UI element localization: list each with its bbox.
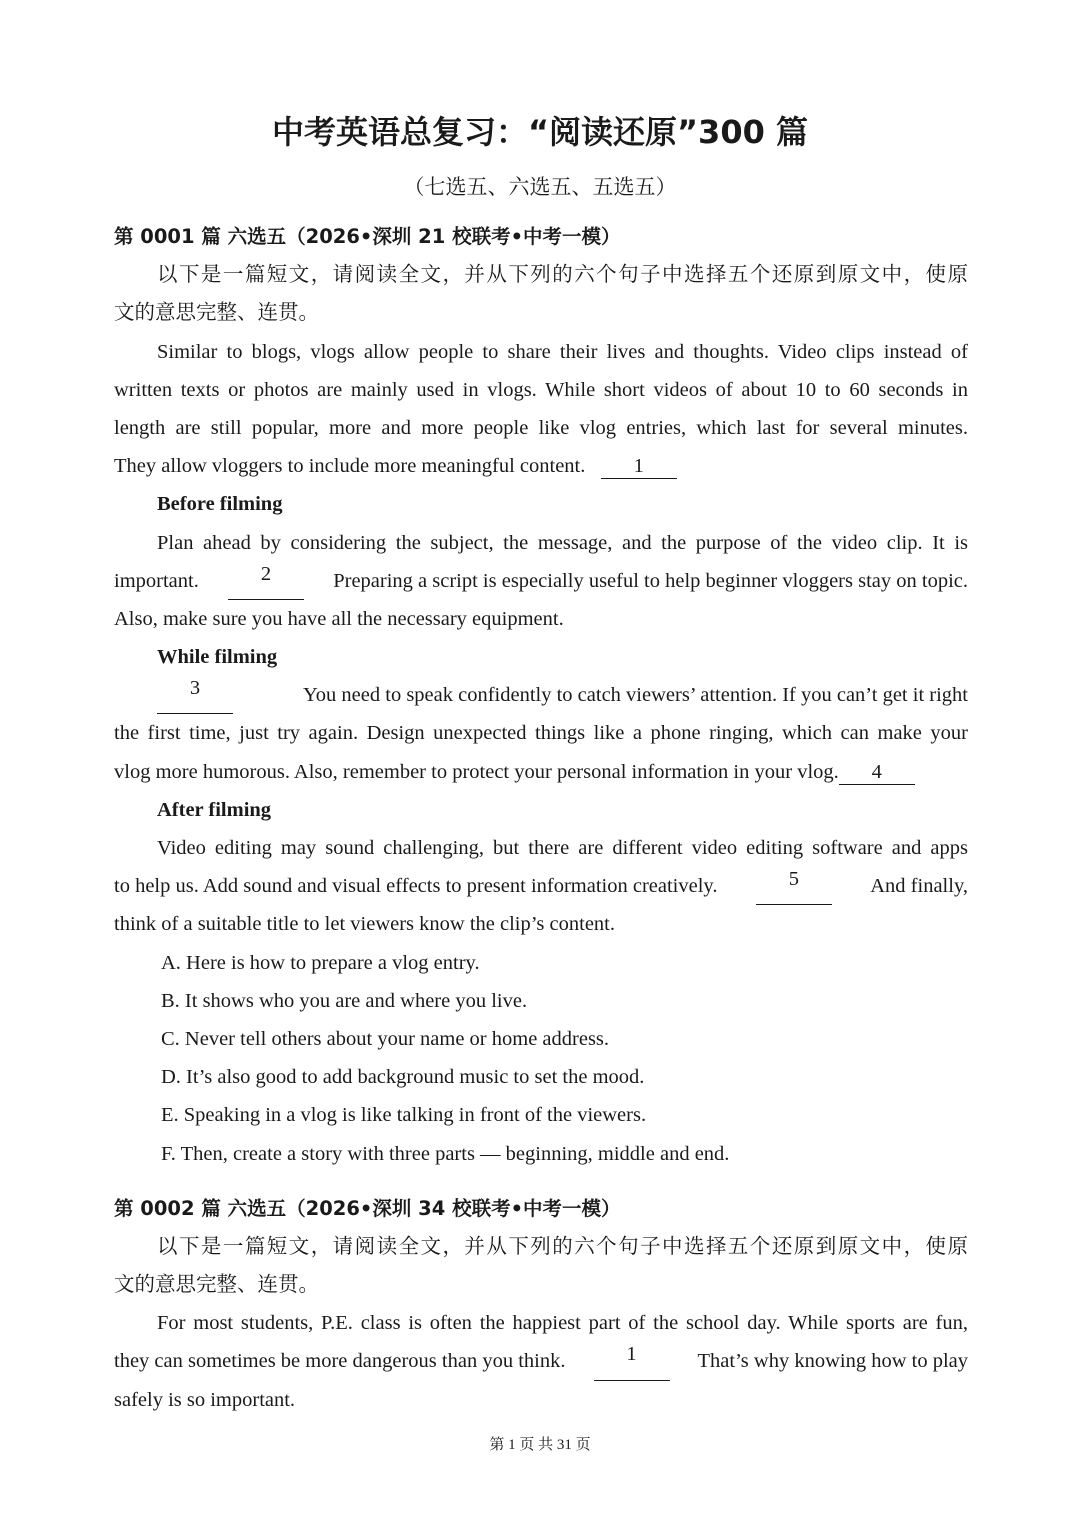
- passage-2-instruction-line-1: 以下是一篇短文，请阅读全文，并从下列的六个句子中选择五个还原到原文中，使原: [157, 1235, 968, 1258]
- passage-1-p3-line-3-text: vlog more humorous. Also, remember to protect your personal information in your vlog.: [114, 760, 839, 783]
- passage-2-instruction-line-2: 文的意思完整、连贯。: [114, 1274, 319, 1297]
- passage-1-p3-line-1-post: You need to speak confidently to catch viewers’ attention. If you can’t get it right: [303, 684, 968, 707]
- document-subtitle: （七选五、六选五、五选五）: [403, 175, 677, 199]
- answer-blank-2: 2: [228, 562, 304, 600]
- option-b: B. It shows who you are and where you live.: [161, 989, 528, 1012]
- option-e: E. Speaking in a vlog is like talking in front of the viewers.: [161, 1104, 647, 1127]
- page-footer: 第 1 页 共 31 页: [489, 1437, 591, 1453]
- option-f: F. Then, create a story with three parts — beginning, middle and end.: [161, 1142, 730, 1165]
- passage-1-instruction-line-1: 以下是一篇短文，请阅读全文，并从下列的六个句子中选择五个还原到原文中，使原: [157, 264, 968, 287]
- passage-2-p1-line-2-post: That’s why knowing how to play: [697, 1350, 968, 1373]
- passage-1-p1-line-4-text: They allow vloggers to include more meaningful content.: [114, 455, 586, 478]
- passage-2-answer-blank-1: 1: [594, 1342, 670, 1380]
- passage-1-heading: 第 0001 篇 六选五（2026•深圳 21 校联考•中考一模）: [114, 225, 621, 248]
- passage-1-p1-line-4: [114, 447, 968, 485]
- passage-1-instruction-line-2: 文的意思完整、连贯。: [114, 302, 319, 325]
- answer-blank-5: 5: [756, 867, 832, 905]
- passage-1-p3-line-1: [114, 676, 968, 714]
- subheading-while-filming: While filming: [157, 646, 278, 669]
- passage-1-p2-line-1: Plan ahead by considering the subject, the message, and the purpose of the video clip. It is: [157, 531, 968, 554]
- passage-2-p1-line-2-pre: they can sometimes be more dangerous than you think.: [114, 1350, 566, 1373]
- document-body: [114, 218, 968, 1419]
- option-a: A. Here is how to prepare a vlog entry.: [161, 951, 480, 974]
- passage-1-p4-line-3: think of a suitable title to let viewers know the clip’s content.: [114, 913, 615, 936]
- passage-2-p1-line-2: [114, 1342, 968, 1380]
- passage-2-p1-line-3: safely is so important.: [114, 1388, 296, 1411]
- document-title: 中考英语总复习：“阅读还原”300 篇: [271, 113, 808, 151]
- option-d: D. It’s also good to add background music to set the mood.: [161, 1066, 645, 1089]
- passage-2-heading: 第 0002 篇 六选五（2026•深圳 34 校联考•中考一模）: [114, 1196, 621, 1220]
- passage-1-p3-line-2: the first time, just try again. Design unexpected things like a phone ringing, which can make your: [114, 722, 968, 745]
- passage-1-p3-line-3: [114, 753, 968, 791]
- answer-blank-1: 1: [601, 454, 677, 479]
- passage-1-p4-line-2-pre: to help us. Add sound and visual effects to present information creatively.: [114, 875, 718, 898]
- passage-1-p1-line-1: Similar to blogs, vlogs allow people to share their lives and thoughts. Video clips instead of: [157, 340, 968, 363]
- passage-1-p1-line-2: written texts or photos are mainly used in vlogs. While short videos of about 10 to 60 seconds in: [114, 378, 968, 401]
- passage-1-p2-line-2-post: Preparing a script is especially useful to help beginner vloggers stay on topic.: [333, 569, 968, 592]
- passage-1-p4-line-1: Video editing may sound challenging, but there are different video editing software and apps: [157, 837, 968, 859]
- passage-separator: [114, 1173, 968, 1190]
- passage-1-p2-line-3: Also, make sure you have all the necessary equipment.: [114, 607, 564, 630]
- answer-blank-4: 4: [839, 760, 915, 785]
- subheading-before-filming: Before filming: [157, 493, 283, 516]
- answer-blank-3: 3: [157, 676, 233, 714]
- passage-2-p1-line-1: For most students, P.E. class is often the happiest part of the school day. While sports are fun,: [157, 1312, 968, 1335]
- passage-1-p2-line-2: [114, 562, 968, 600]
- option-c: C. Never tell others about your name or home address.: [161, 1027, 610, 1050]
- passage-1-p4-line-2-post: And finally,: [870, 875, 968, 898]
- passage-1-p2-line-2-pre: important.: [114, 569, 199, 592]
- subheading-after-filming: After filming: [157, 798, 272, 821]
- passage-1-p4-line-2: [114, 867, 968, 905]
- passage-1-p1-line-3: length are still popular, more and more people like vlog entries, which last for several minutes.: [114, 416, 968, 439]
